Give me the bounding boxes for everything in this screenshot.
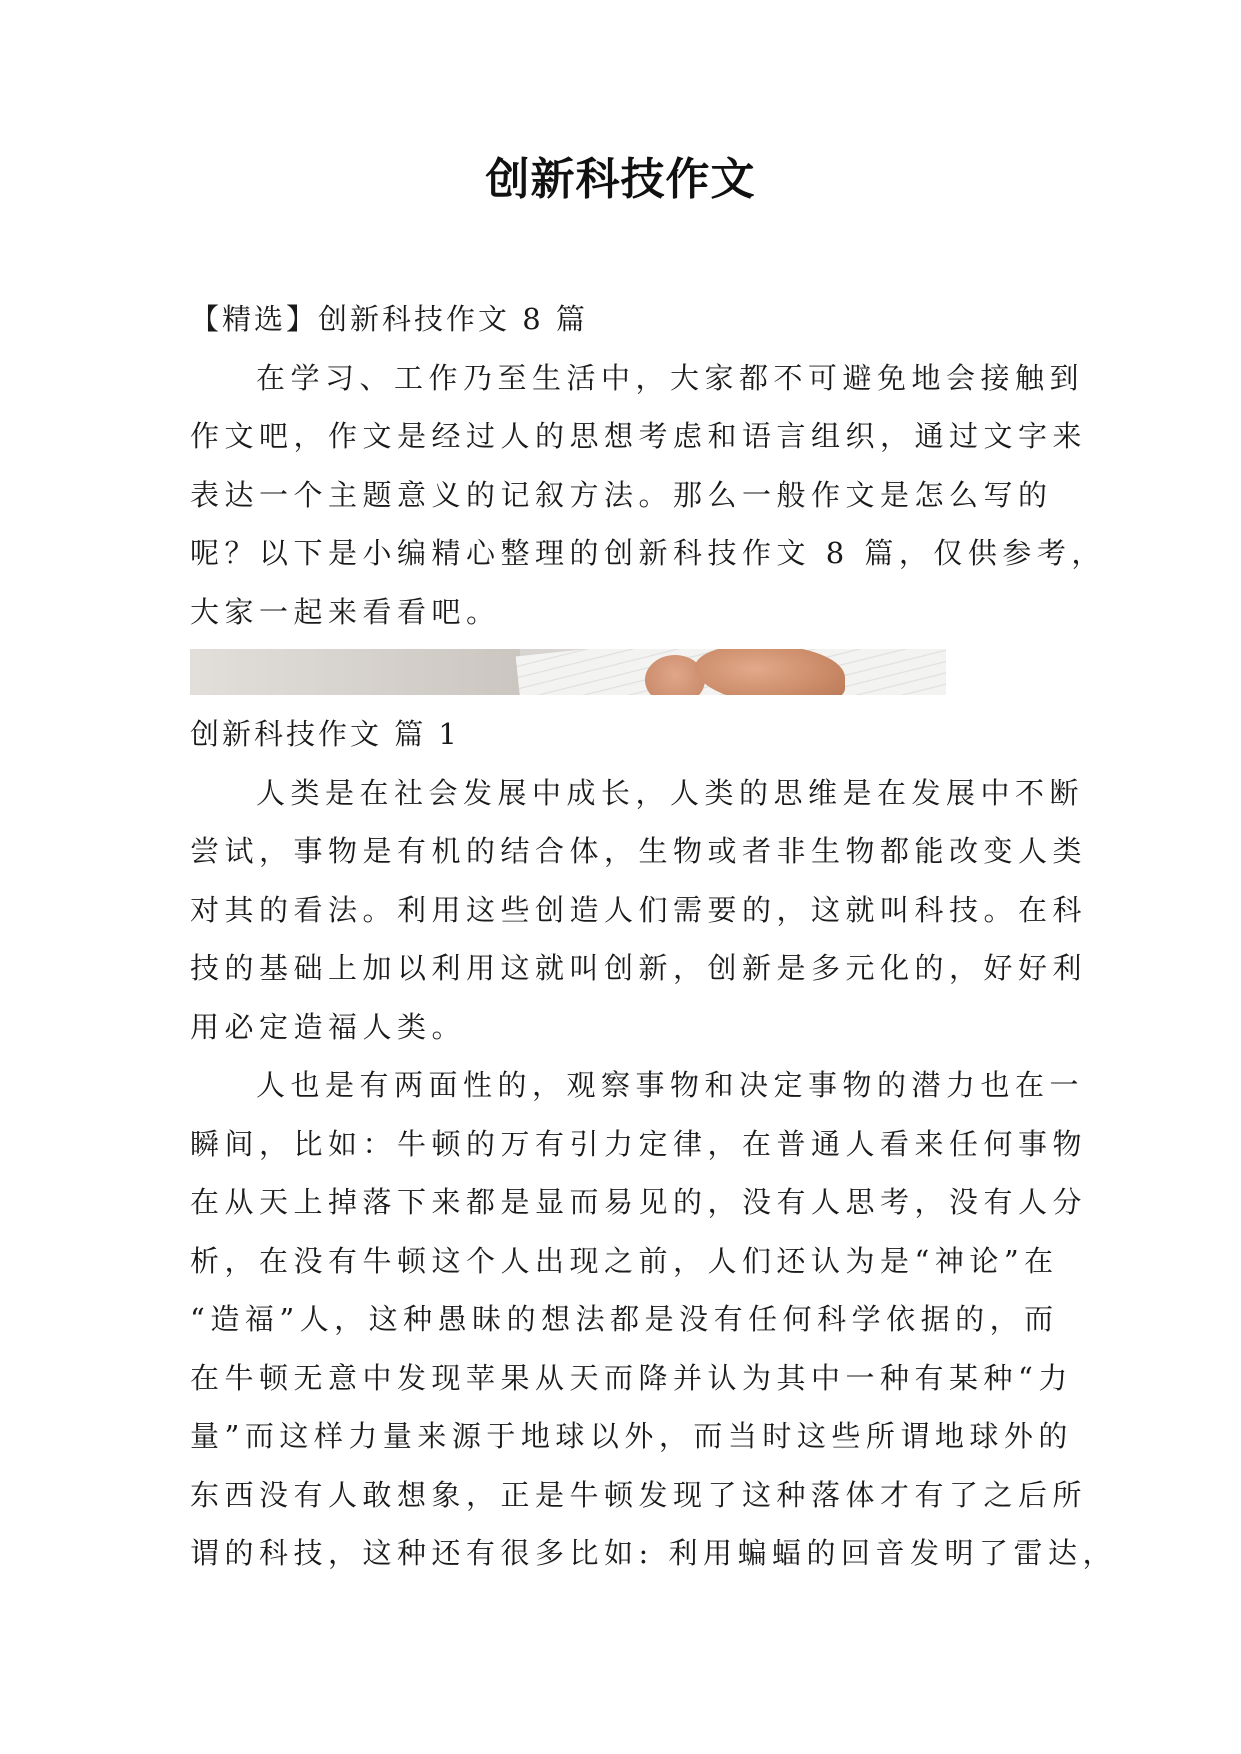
document-body: [190, 290, 1117, 1583]
paragraph-line: 人类是在社会发展中成长，人类的思维是在发展中不断: [256, 775, 1085, 810]
paragraph-line: 对其的看法。利用这些创造人们需要的，这就叫科技。在科: [190, 892, 1088, 927]
paragraph-line: 在从天上掉落下来都是显而易见的，没有人思考，没有人分: [190, 1185, 1088, 1219]
paragraph-1: [190, 764, 1088, 1057]
intro-line: 在学习、工作乃至生活中，大家都不可避免地会接触到: [256, 360, 1085, 395]
paragraph-line: 用必定造福人类。: [190, 1009, 467, 1044]
document-title: 创新科技作文: [485, 154, 756, 205]
intro-line: 大家一起来看看吧。: [190, 594, 501, 629]
document-subtitle: [190, 290, 1060, 349]
paragraph-line: 在牛顿无意中发现苹果从天而降并认为其中一种有某种“力: [190, 1360, 1073, 1395]
banner-background: [190, 649, 520, 695]
paragraph-2: [190, 1056, 1117, 1583]
paragraph-line: 人也是有两面性的，观察事物和决定事物的潜力也在一: [256, 1068, 1085, 1102]
section-heading-text: 创新科技作文 篇 1: [190, 717, 460, 751]
paragraph-line: 技的基础上加以利用这就叫创新，创新是多元化的，好好利: [190, 951, 1088, 985]
section-heading: [190, 705, 1060, 764]
intro-line: 表达一个主题意义的记叙方法。那么一般作文是怎么写的: [190, 477, 1053, 512]
paragraph-line: 谓的科技，这种还有很多比如: 利用蝙蝠的回音发明了雷达，: [190, 1536, 1117, 1570]
paragraph-line: 东西没有人敢想象，正是牛顿发现了这种落体才有了之后所: [190, 1477, 1088, 1512]
intro-line: 作文吧，作文是经过人的思想考虑和语言组织，通过文字来: [190, 419, 1088, 453]
paragraph-line: 尝试，事物是有机的结合体，生物或者非生物都能改变人类: [190, 834, 1088, 868]
intro-line: 呢？以下是小编精心整理的创新科技作文 8 篇，仅供参考，: [190, 536, 1106, 570]
subtitle-text: 【精选】创新科技作文 8 篇: [190, 302, 588, 336]
paragraph-line: 量”而这样力量来源于地球以外，而当时这些所谓地球外的: [190, 1419, 1073, 1453]
banner-hand: [695, 649, 845, 695]
intro-paragraph: [190, 349, 1106, 642]
paragraph-line: “造福”人，这种愚昧的想法都是没有任何科学依据的，而: [190, 1302, 1059, 1336]
paragraph-line: 瞬间，比如：牛顿的万有引力定律，在普通人看来任何事物: [190, 1126, 1088, 1161]
banner-image: [190, 649, 946, 695]
paragraph-line: 析，在没有牛顿这个人出现之前，人们还认为是“神论”在: [190, 1243, 1059, 1278]
